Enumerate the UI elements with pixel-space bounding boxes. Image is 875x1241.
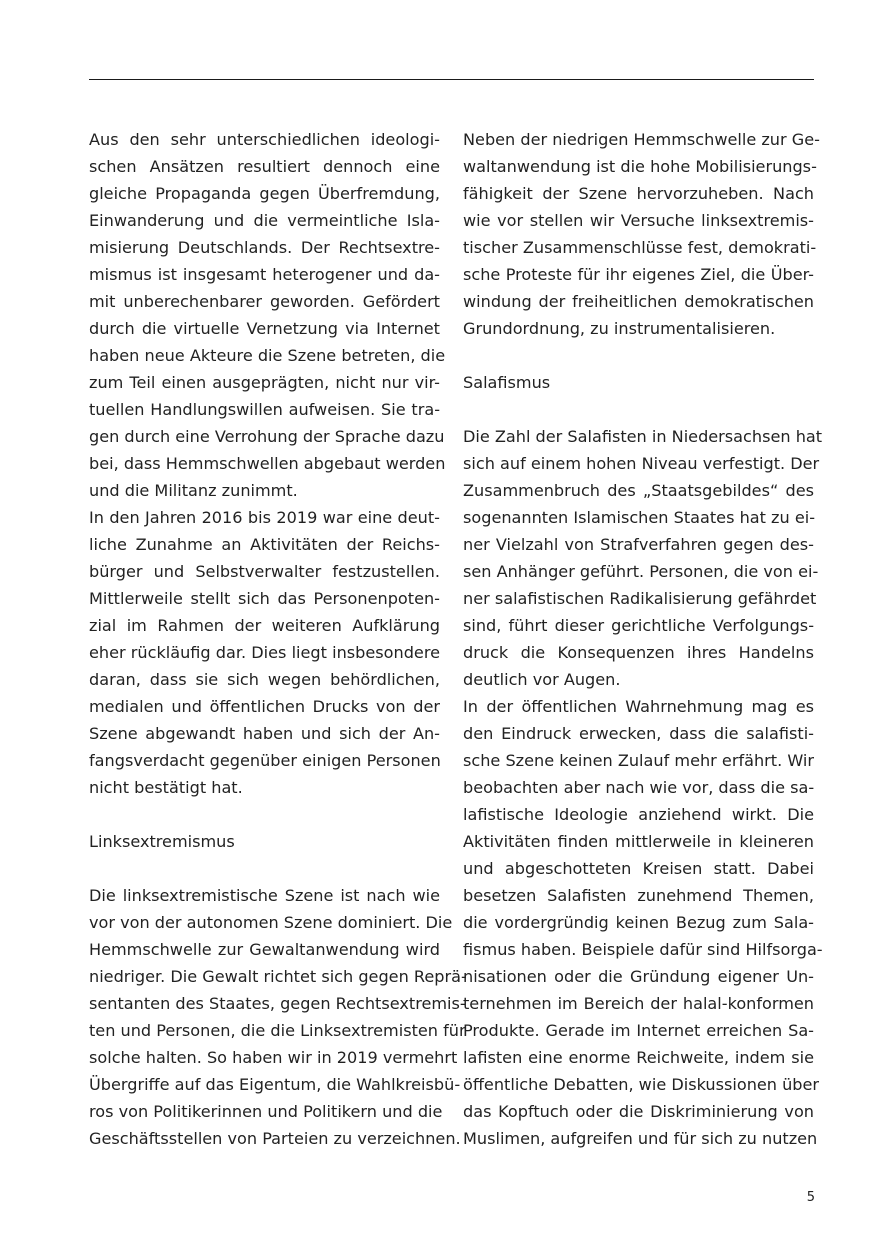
text-line: nicht bestätigt hat. — [89, 778, 243, 797]
text-line: Hemmschwelle zur Gewaltanwendung wird — [89, 940, 440, 959]
text-line: Aktivitäten finden mittlerweile in kleineren — [463, 832, 814, 851]
text-line: tuellen Handlungswillen aufweisen. Sie tra- — [89, 400, 440, 419]
text-line: tischer Zusammenschlüsse fest, demokrati- — [463, 238, 817, 257]
paragraph-gap — [463, 342, 814, 369]
text-line: nisationen oder die Gründung eigener Un- — [463, 967, 814, 986]
text-line: ternehmen im Bereich der halal-konformen — [463, 994, 814, 1013]
text-line: In den Jahren 2016 bis 2019 war eine deut- — [89, 508, 440, 527]
text-line: Zusammenbruch des „Staatsgebildes“ des — [463, 481, 814, 500]
text-line: ner salafistischen Radikalisierung gefährdet — [463, 589, 817, 608]
text-line: Neben der niedrigen Hemmschwelle zur Ge- — [463, 130, 820, 149]
text-line: sche Szene keinen Zulauf mehr erfährt. Wir — [463, 751, 814, 770]
paragraph-gap — [89, 855, 440, 882]
text-line: ner Vielzahl von Strafverfahren gegen des- — [463, 535, 814, 554]
text-line: sogenannten Islamischen Staates hat zu ei- — [463, 508, 815, 527]
text-line: ten und Personen, die die Linksextremisten für — [89, 1021, 466, 1040]
text-line: fangsverdacht gegenüber einigen Personen — [89, 751, 441, 770]
text-line: windung der freiheitlichen demokratischen — [463, 292, 814, 311]
text-line: daran, dass sie sich wegen behördlichen, — [89, 670, 440, 689]
text-line: Mittlerweile stellt sich das Personenpoten- — [89, 589, 440, 608]
text-line: öffentliche Debatten, wie Diskussionen über — [463, 1075, 820, 1094]
text-line: beobachten aber nach wie vor, dass die sa- — [463, 778, 815, 797]
text-line: zial im Rahmen der weiteren Aufklärung — [89, 616, 440, 635]
text-line: sentanten des Staates, gegen Rechtsextremis- — [89, 994, 466, 1013]
text-line: den Eindruck erwecken, dass die salafisti- — [463, 724, 814, 743]
text-line: solche halten. So haben wir in 2019 vermehrt — [89, 1048, 458, 1067]
text-line: haben neue Akteure die Szene betreten, die — [89, 346, 446, 365]
text-line: medialen und öffentlichen Drucks von der — [89, 697, 440, 716]
header-rule — [89, 79, 814, 80]
text-line: sind, führt dieser gerichtliche Verfolgungs- — [463, 616, 814, 635]
section-heading: Linksextremismus — [89, 832, 235, 851]
text-line: schen Ansätzen resultiert dennoch eine — [89, 157, 440, 176]
paragraph-gap — [89, 801, 440, 828]
text-line: Aus den sehr unterschiedlichen ideologi- — [89, 130, 440, 149]
text-line: mit unberechenbarer geworden. Gefördert — [89, 292, 440, 311]
text-line: fähigkeit der Szene hervorzuheben. Nach — [463, 184, 814, 203]
right-column — [463, 126, 823, 1152]
text-line: mismus ist insgesamt heterogener und da- — [89, 265, 440, 284]
text-line: vor von der autonomen Szene dominiert. Die — [89, 913, 453, 932]
text-line: Szene abgewandt haben und sich der An- — [89, 724, 440, 743]
text-line: waltanwendung ist die hohe Mobilisierungs- — [463, 157, 817, 176]
left-column — [89, 126, 467, 1152]
text-line: liche Zunahme an Aktivitäten der Reichs- — [89, 535, 440, 554]
text-line: deutlich vor Augen. — [463, 670, 621, 689]
text-line: Einwanderung und die vermeintliche Isla- — [89, 211, 440, 230]
text-line: In der öffentlichen Wahrnehmung mag es — [463, 697, 814, 716]
text-line: ros von Politikerinnen und Politikern und die — [89, 1102, 443, 1121]
text-line: misierung Deutschlands. Der Rechtsextre- — [89, 238, 440, 257]
text-line: Muslimen, aufgreifen und für sich zu nutzen — [463, 1129, 818, 1148]
text-line: sich auf einem hohen Niveau verfestigt. Der — [463, 454, 820, 473]
text-line: lafisten eine enorme Reichweite, indem sie — [463, 1048, 814, 1067]
text-line: die vordergründig keinen Bezug zum Sala- — [463, 913, 814, 932]
text-line: zum Teil einen ausgeprägten, nicht nur vir- — [89, 373, 440, 392]
text-line: lafistische Ideologie anziehend wirkt. Die — [463, 805, 814, 824]
paragraph-gap — [463, 396, 814, 423]
text-line: Die Zahl der Salafisten in Niedersachsen hat — [463, 427, 823, 446]
text-line: wie vor stellen wir Versuche linksextremis- — [463, 211, 814, 230]
page-number: 5 — [806, 1190, 815, 1205]
text-line: und abgeschotteten Kreisen statt. Dabei — [463, 859, 814, 878]
text-line: Geschäftsstellen von Parteien zu verzeichnen. — [89, 1129, 461, 1148]
text-line: und die Militanz zunimmt. — [89, 481, 298, 500]
text-line: gleiche Propaganda gegen Überfremdung, — [89, 184, 440, 203]
section-heading: Salafismus — [463, 373, 551, 392]
text-line: bei, dass Hemmschwellen abgebaut werden — [89, 454, 446, 473]
text-line: Produkte. Gerade im Internet erreichen Sa- — [463, 1021, 814, 1040]
text-line: fismus haben. Beispiele dafür sind Hilfsorga- — [463, 940, 823, 959]
text-line: das Kopftuch oder die Diskriminierung von — [463, 1102, 814, 1121]
text-line: durch die virtuelle Vernetzung via Internet — [89, 319, 440, 338]
text-line: niedriger. Die Gewalt richtet sich gegen Reprä- — [89, 967, 467, 986]
text-line: druck die Konsequenzen ihres Handelns — [463, 643, 814, 662]
text-line: Grundordnung, zu instrumentalisieren. — [463, 319, 776, 338]
text-line: sen Anhänger geführt. Personen, die von ei- — [463, 562, 819, 581]
text-line: Übergriffe auf das Eigentum, die Wahlkreisbü- — [89, 1075, 461, 1094]
text-line: bürger und Selbstverwalter festzustellen. — [89, 562, 440, 581]
text-line: besetzen Salafisten zunehmend Themen, — [463, 886, 814, 905]
text-line: gen durch eine Verrohung der Sprache dazu — [89, 427, 445, 446]
text-line: Die linksextremistische Szene ist nach wie — [89, 886, 440, 905]
text-line: sche Proteste für ihr eigenes Ziel, die Über- — [463, 265, 814, 284]
text-line: eher rückläufig dar. Dies liegt insbesondere — [89, 643, 440, 662]
